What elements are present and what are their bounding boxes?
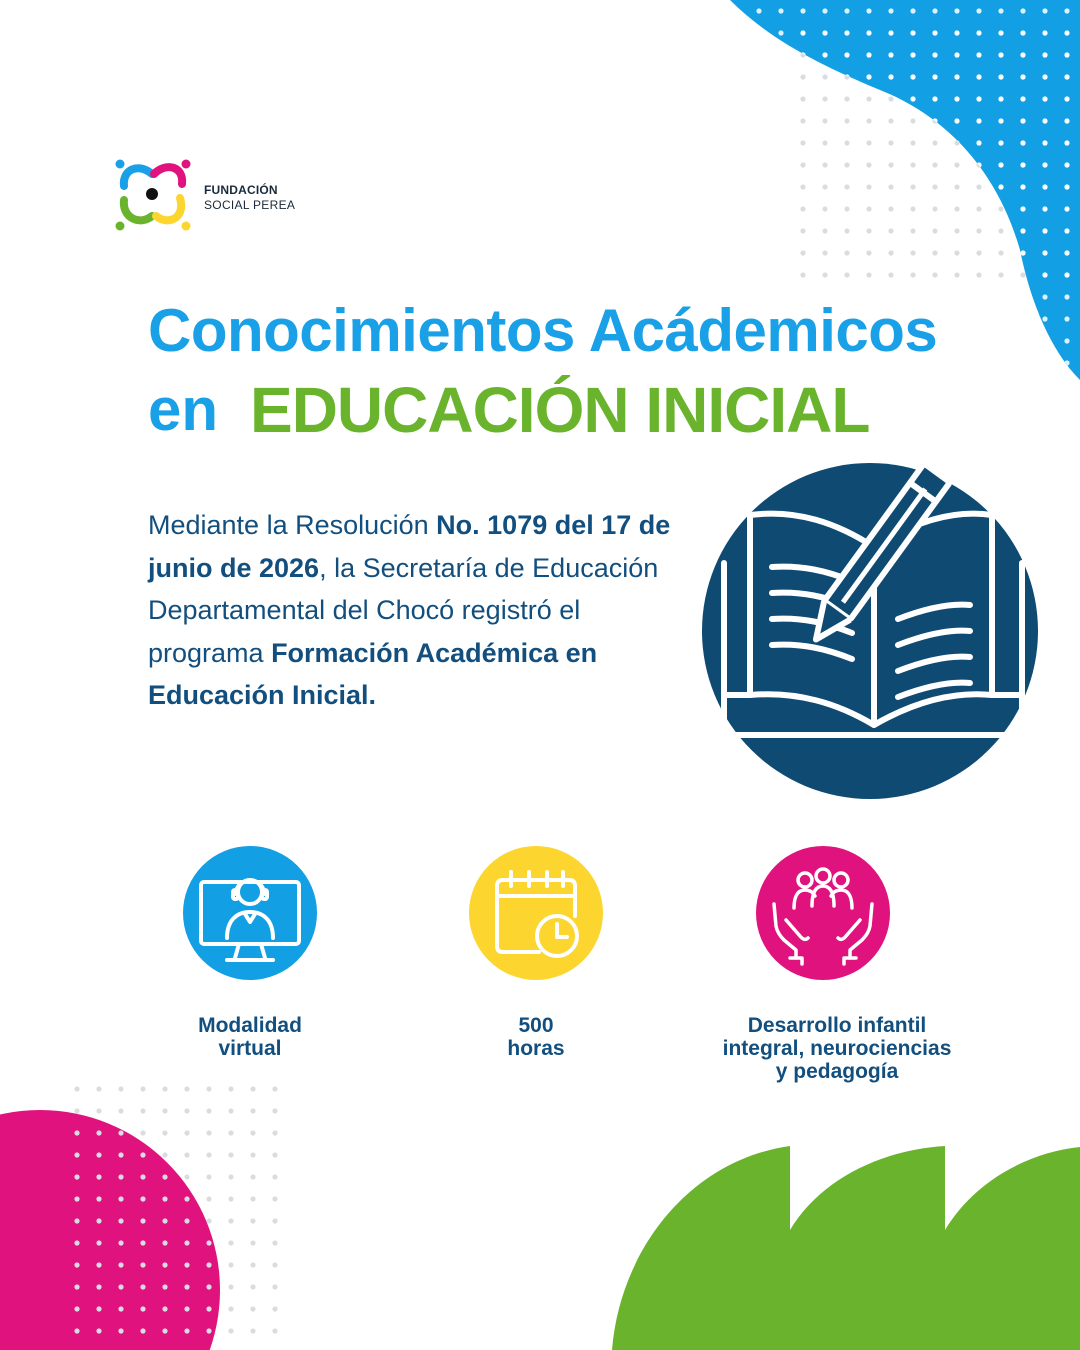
dots-pattern-bottom	[66, 1082, 286, 1350]
brand-name-line1: FUNDACIÓN	[204, 183, 278, 197]
online-teacher-icon	[183, 846, 317, 980]
intro-text-2: , la Secretaría de Educación Departamental del Chocó registró el programa	[148, 552, 659, 668]
green-scallops-shape	[612, 1146, 1080, 1350]
hands-community-icon	[756, 846, 890, 980]
intro-paragraph	[148, 504, 688, 717]
feature-circle-virtual	[183, 846, 317, 980]
feature-label-virtual: Modalidad virtual	[198, 1014, 302, 1060]
page-title-highlight: EDUCACIÓN INICIAL	[250, 374, 870, 446]
intro-text-1: Mediante la Resolución	[148, 510, 437, 540]
page-title-prefix: en	[148, 376, 219, 443]
calendar-clock-icon	[469, 846, 603, 980]
feature-label-development: Desarrollo infantil integral, neurociencias y pedagogía	[722, 1014, 952, 1083]
fundacion-logo-icon	[114, 156, 194, 234]
open-book-pencil-icon	[702, 463, 1042, 803]
feature-label-hours: 500 horas	[507, 1014, 565, 1060]
brand-name-line2: SOCIAL PEREA	[204, 198, 296, 212]
feature-circle-development	[756, 846, 890, 980]
page-title-line1: Conocimientos Acádemicos	[148, 297, 938, 364]
feature-circle-hours	[469, 846, 603, 980]
intro-bold-program: Formación Académica en Educación Inicial.	[148, 637, 598, 710]
intro-bold-resolution: No. 1079 del 17 de junio de 2026	[148, 510, 671, 583]
brand-name	[204, 183, 295, 213]
